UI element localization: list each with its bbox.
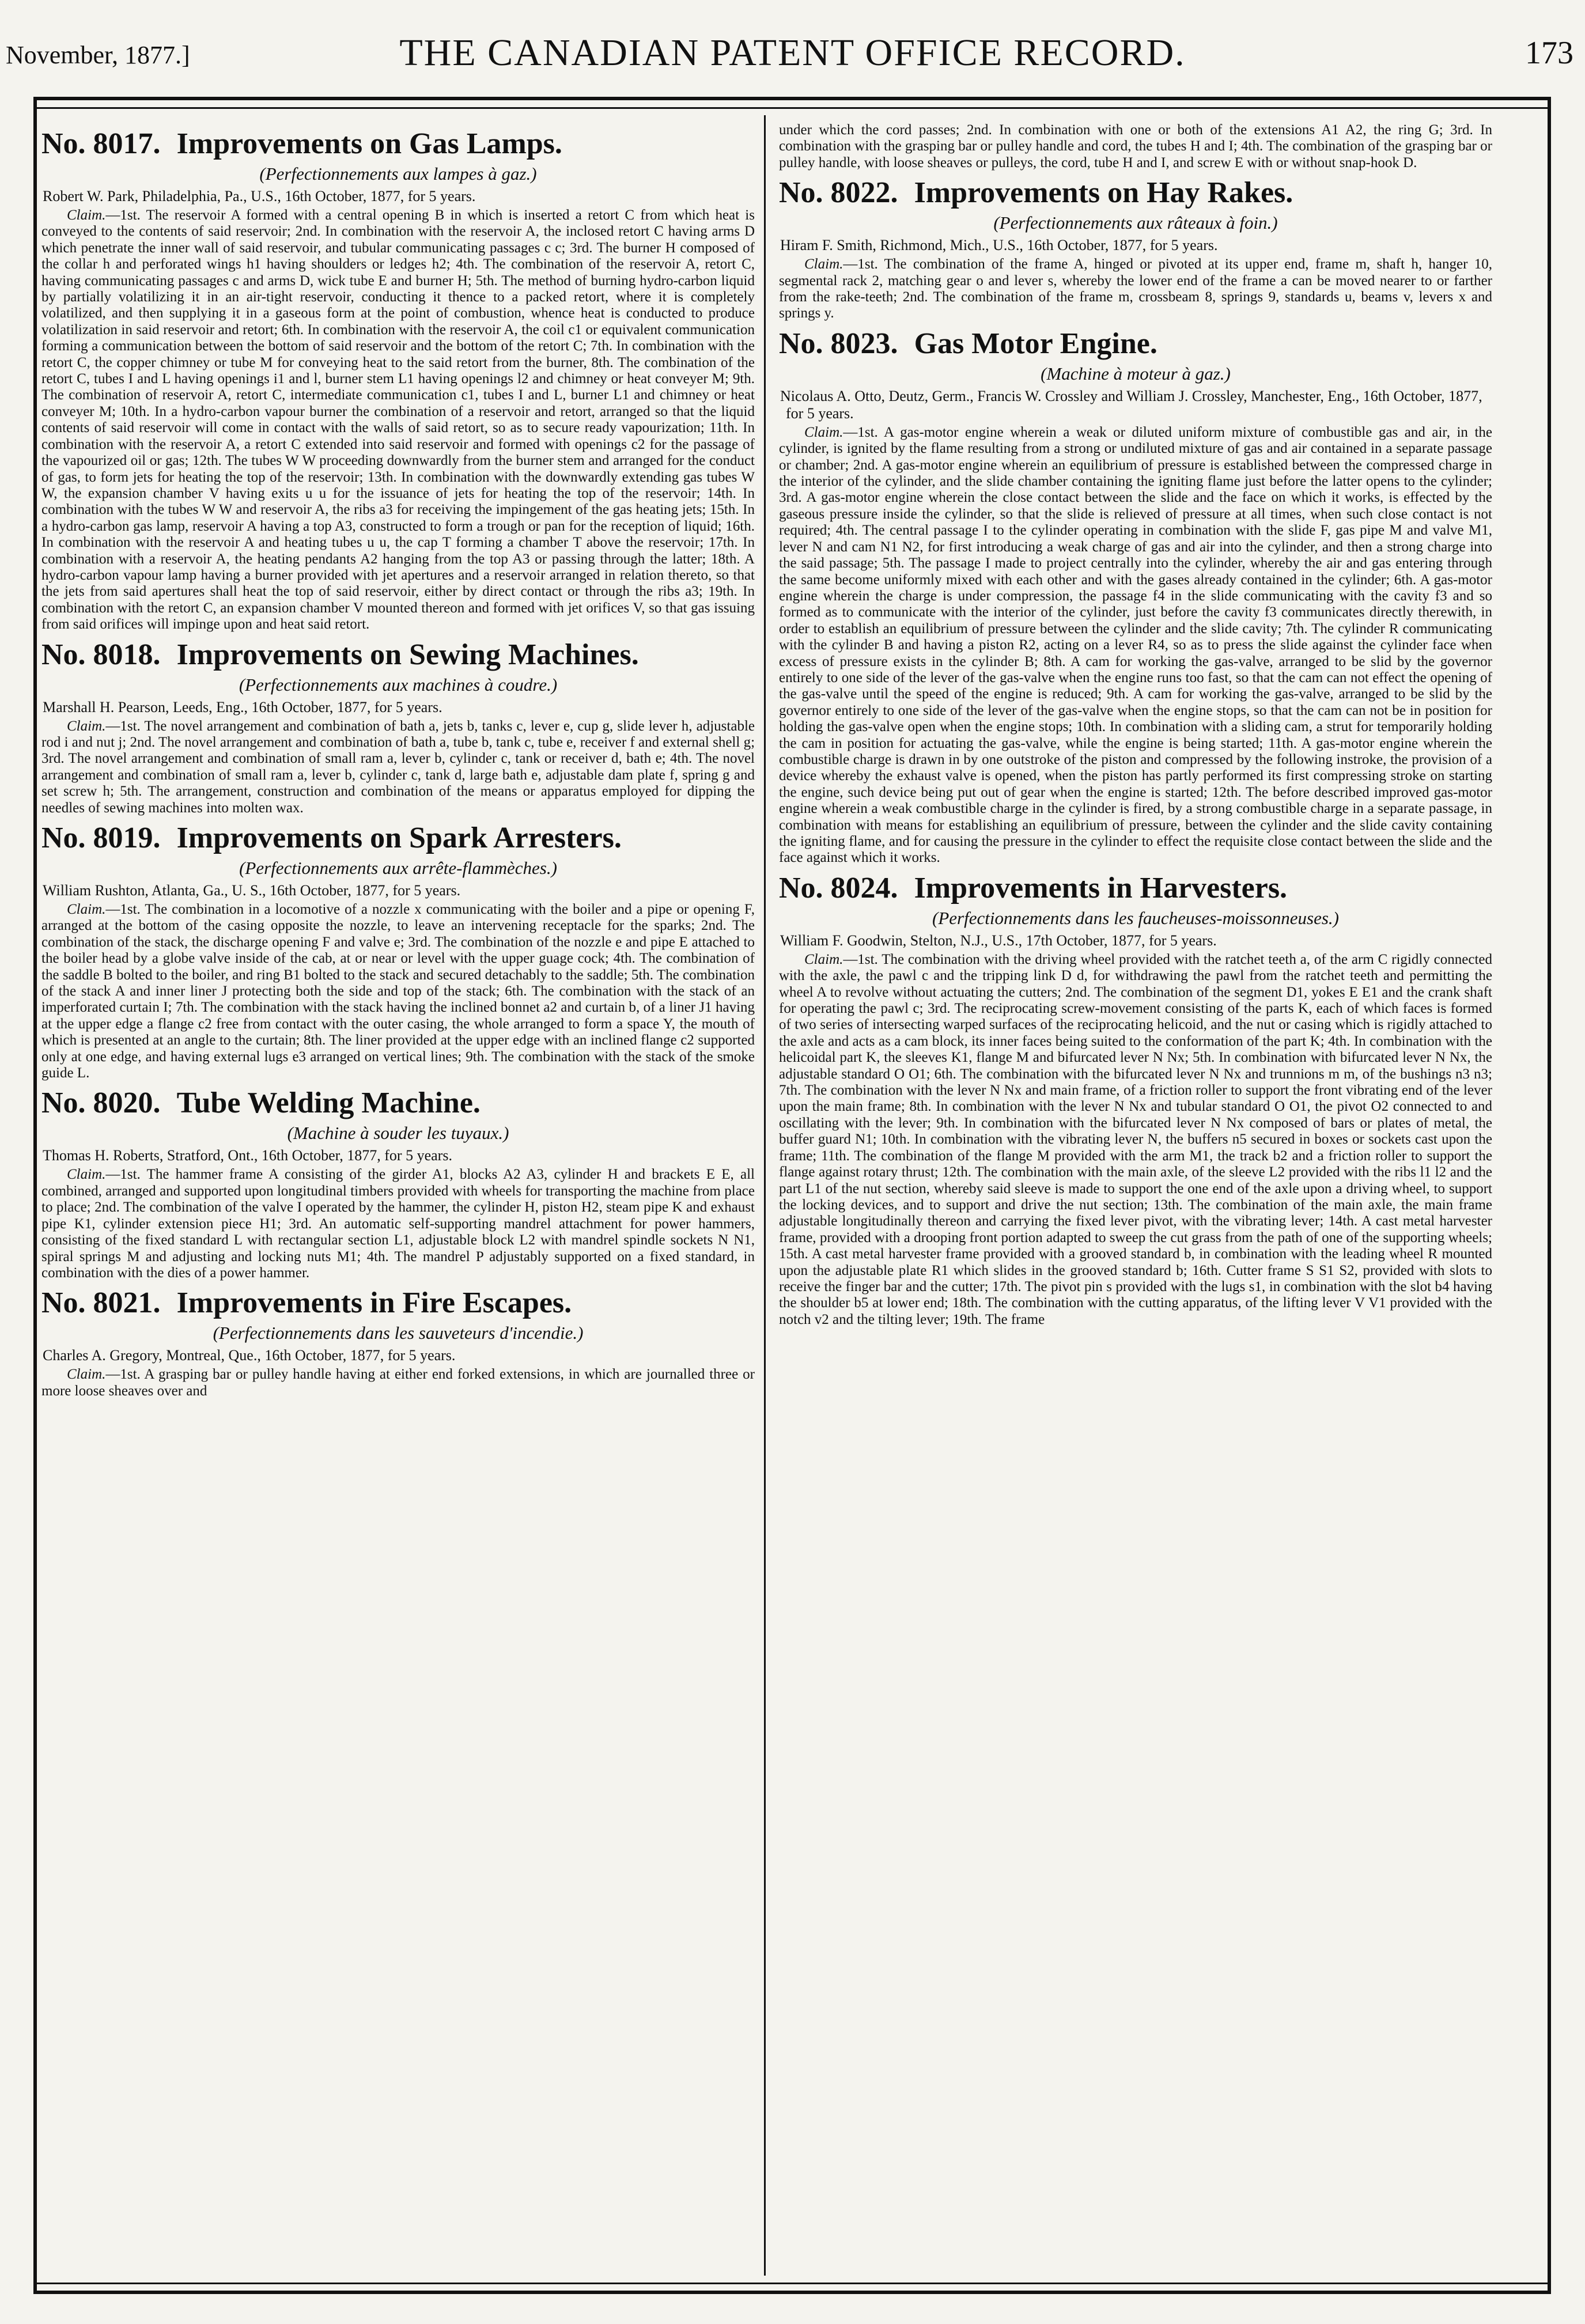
patent-entry-8022	[779, 176, 1492, 322]
claim-text	[41, 902, 755, 1081]
claim-body: —1st. A gas-motor engine wherein a weak or diluted uniform mixture of combustible gas and air, in the cylinder, is ignited by the flame resulting from a strong or undiluted mixture of gas and air contained in a separate passage or chamber; 2nd. A gas-motor engine wherein an equilibrium of pressure is established between the compressed charge in the interior of the cylinder, and the slide chamber containing the igniting flame just before the latter opens to the cylinder; 3rd. A gas-motor engine wherein the close contact between the slide and the face on which it works, is effected by the gaseous pressure inside the cylinder, so that the slide is relieved of pressure at all times, when such close contact is not required; 4th. The central passage I to the cylinder operating in combination with the slide F, gas pipe M and valve M1, lever N and cam N1 N2, for first introducing a weak charge of gas and air into the cylinder, and then a strong charge into the said passage; 5th. The passage I made to project centrally into the cylinder, whereby the air and gas entering through the same become uniformly mixed with each other and with the gases already contained in the cylinder; 6th. A gas-motor engine wherein the charge is under compression, the passage f4 in the slide communicating with the cavity f3 and so formed as to communicate with the interior of the cylinder, just before the cavity f3 communicates directly therewith, in order to establish an equilibrium of pressure between the cylinder and the slide cavity; 7th. The cylinder R communicating with the cylinder B and having a piston R2, acting on a lever R4, so as to press the slide against the cylinder face when excess of pressure exists in the cylinder B; 8th. A cam for working the gas-valve, arranged to be slid by the governor entirely to one side of the lever of the gas-valve when the engine runs too fast, so that the cam can not effect the opening of the gas-valve until the speed of the engine is reduced; 9th. A cam for working the gas-valve, arranged to be slid by the governor entirely to one side of the lever of the gas-valve when the engine stops, so that the cam can not be in position for holding the gas-valve open when the engine stops; 10th. In combination with a sliding cam, a strut for temporarily holding the cam in position for actuating the gas-valve, while the engine is being started; 11th. A gas-motor engine wherein the combustible charge is drawn in by one outstroke of the piston and compressed by the following instroke, the provision of a device whereby the exhaust valve is opened, when the piston has partly performed its first compressing stroke on starting the engine, such device being put out of gear when the engine is started; 12th. The before described improved gas-motor engine wherein a weak combustible charge in the cylinder is fired, by a strong combustible charge in a separate passage, in combination with means for establishing an equilibrium of pressure, between the cylinder and the slide cavity containing the igniting flame, and for causing the pressure in the cylinder to effect the requisite close contact between the slide and the face against which it works.	[779, 424, 1492, 866]
french-title: (Perfectionnements aux machines à coudre.)	[239, 674, 558, 695]
patent-heading	[41, 1286, 755, 1320]
patent-heading	[779, 176, 1492, 210]
claim-text	[41, 1167, 755, 1281]
inventor-line: Hiram F. Smith, Richmond, Mich., U.S., 16th October, 1877, for 5 years.	[780, 237, 1218, 254]
inventor-line: Thomas H. Roberts, Stratford, Ont., 16th October, 1877, for 5 years.	[43, 1147, 452, 1164]
claim-body: —1st. The hammer frame A consisting of the girder A1, blocks A2 A3, cylinder H and brackets E E, all combined, arranged and supported upon longitudinal timbers provided with wheels for transporting the machine from place to place; 2nd. The combination of the valve I operated by the hammer, the cylinder H, piston H2, steam pipe K and exhaust pipe K1, cylinder extension piece H1; 3rd. An automatic self-supporting mandrel attachment for power hammers, consisting of the fixed standard L with rectangular section L1, adjustable block L2 with mandrel spindle sockets N N1, spiral springs M and adjusting and locking nuts M1; 4th. The mandrel P adjustably supported on a fixed standard, in combination with the dies of a power hammer.	[41, 1167, 755, 1281]
bottom-double-rule	[33, 2283, 1551, 2284]
patent-title: Improvements in Fire Escapes.	[176, 1286, 572, 1320]
inventor-line: Nicolaus A. Otto, Deutz, Germ., Francis W. Crossley and William J. Crossley, Manchester, Eng., 16th October, 1877, for 5 years.	[780, 387, 1482, 422]
patent-number: No. 8020.	[41, 1087, 161, 1120]
claim-text	[41, 207, 755, 633]
claim-body: —1st. The novel arrangement and combination of bath a, jets b, tanks c, lever e, cup g, slide lever h, adjustable rod i and nut j; 2nd. The novel arrangement and combination of bath a, tube b, tank c, tube e, receiver f and external shell g; 3rd. The novel arrangement and combination of small ram a, lever b, cylinder c, tank or receiver d, bath e; 4th. The novel arrangement and combination of small ram a, lever b, cylinder c, tank d, large bath e, adjustable dam plate f, spring g and set screw h; 5th. The arrangement, construction and combination of the means or apparatus employed for dipping the needles of sewing machines into molten wax.	[41, 718, 755, 816]
claim-text	[41, 1367, 755, 1399]
patent-heading	[41, 127, 755, 161]
patent-entry-8020	[41, 1086, 755, 1281]
patent-title: Improvements on Hay Rakes.	[914, 176, 1293, 210]
french-title: (Perfectionnements dans les faucheuses-moissonneuses.)	[932, 907, 1339, 928]
claim-text	[779, 256, 1492, 322]
patent-title: Improvements on Gas Lamps.	[176, 127, 562, 160]
patent-number: No. 8022.	[779, 176, 898, 210]
patent-number: No. 8019.	[41, 822, 161, 854]
patent-title: Tube Welding Machine.	[176, 1087, 481, 1120]
column-divider	[764, 115, 766, 2276]
french-title: (Perfectionnements dans les sauveteurs d'incendie.)	[213, 1323, 584, 1343]
issue-date: November, 1877.]	[6, 41, 190, 69]
patent-number: No. 8018.	[41, 638, 161, 671]
patent-heading	[41, 1086, 755, 1121]
claim-body: —1st. The combination of the frame A, hinged or pivoted at its upper end, frame m, shaft h, hanger 10, segmental rack 2, matching gear o and lever s, whereby the lower end of the frame a can be moved nearer to or farther from the rake-teeth; 2nd. The combination of the frame m, crossbeam 8, springs 9, standards u, beams v, levers x and springs y.	[779, 256, 1492, 321]
claim-label: Claim.	[67, 902, 106, 917]
inventor-line: William Rushton, Atlanta, Ga., U. S., 16th October, 1877, for 5 years.	[43, 882, 461, 899]
claim-body: —1st. The combination in a locomotive of a nozzle x communicating with the boiler and a pipe or opening F, arranged at the bottom of the casing opposite the nozzle, to leave an intervening receptacle for the sparks; 2nd. The combination of the stack, the discharge opening F and valve e; 3rd. The combination of the nozzle e and pipe E attached to the boiler head by a globe valve inside of the cab, at or near or level with the upper guage cock; 4th. The combination of the saddle B bolted to the boiler, and ring B1 bolted to the stack and secured detachably to the saddle; 5th. The combination of the stack A and inner liner J protecting both the side and top of the stack; 6th. The combination with the stack of an imperforated curtain I; 7th. The combination with the stack having the inclined bonnet a2 and curtain b, of a liner J1 having at the upper edge a flange c2 free from contact with the outer casing, the whole arranged to form a space Y, the mouth of which is presented at an angle to the curtain; 8th. The liner provided at the upper edge with an inclined flange c2 supported only at one edge, and having external lugs e3 arranged on vertical lines; 9th. The combination with the stack of the smoke guide L.	[41, 902, 755, 1081]
patent-title: Improvements in Harvesters.	[914, 871, 1288, 904]
claim-label: Claim.	[67, 1167, 106, 1183]
claim-label: Claim.	[67, 1367, 106, 1383]
claim-label: Claim.	[804, 256, 843, 272]
patent-entry-8019	[41, 821, 755, 1081]
patent-heading	[41, 638, 755, 672]
claim-label: Claim.	[67, 207, 106, 223]
inventor-line: Charles A. Gregory, Montreal, Que., 16th October, 1877, for 5 years.	[43, 1347, 456, 1364]
patent-entry-8021	[41, 1286, 755, 1399]
french-title: (Perfectionnements aux arrête-flammèches.)	[239, 858, 557, 878]
page-number: 173	[1525, 35, 1573, 71]
continued-claim-text: under which the cord passes; 2nd. In combination with one or both of the extensions A1 A2, the ring G; 3rd. In combination with the grasping bar or pulley handle and cord, the tubes H and I; 4th. The combination of the grasping bar or pulley handle, with loose sheaves or pulleys, the cord, tube H and I, and screw E with or without snap-hook D.	[779, 122, 1492, 171]
patent-heading	[41, 821, 755, 856]
claim-body: —1st. A grasping bar or pulley handle having at either end forked extensions, in which are journalled three or more loose sheaves over and	[41, 1367, 755, 1399]
claim-text	[41, 718, 755, 816]
right-column	[779, 122, 1492, 1328]
inventor-line: Marshall H. Pearson, Leeds, Eng., 16th October, 1877, for 5 years.	[43, 698, 442, 716]
claim-body: —1st. The reservoir A formed with a central opening B in which is inserted a retort C from which heat is conveyed to the contents of said reservoir; 2nd. In combination with the reservoir A, the inclosed retort C having arms D which penetrate the inner wall of said reservoir, and tubular communicating passages c c; 3rd. The burner H composed of the collar h and perforated wings h1 having shoulders or ledges h2; 4th. The combination of the reservoir A, retort C, having communicating passages c and arms D, wick tube E and burner H; 5th. The method of burning hydro-carbon liquid by partially volatilizing it in an air-tight reservoir, conducting it thence to a packed retort, where it is completely volatilized, and then supplying it in a gaseous form at the point of combustion, whence heat is conducted to produce volatilization in said reservoir and retort; 6th. In combination with the reservoir A, the coil c1 or equivalent communication forming a communication between the bottom of said reservoir and the bottom of the retort C; 7th. In combination with the retort C, the copper chimney or tube M for conveying heat to the said retort from the burner, 8th. The combination of the retort C, tubes I and L having openings i1 and l, burner stem L1 having openings l2 and chimney or heat conveyer M; 9th. The combination of reservoir A, retort C, intermediate communication c1, tubes I and L, burner L1 and chimney or heat conveyer M; 10th. In a hydro-carbon vapour burner the combination of a reservoir and retort, arranged so that the liquid contents of said reservoir will come in contact with the walls of said retort, so as to secure ready vapourization; 11th. In combination with the reservoir A, a retort C extended into said reservoir and formed with openings c2 for the passage of the vapourized oil or gas; 12th. The tubes W W proceeding downwardly from the burner stem and arranged for the conduct of gas, to form jets for heating the top of the reservoir; 13th. In combination with the downwardly extending gas tubes W W, the expansion chamber V having exits u u for the issuance of jets for heating the top of the reservoir; 14th. In combination with the tubes W W and reservoir A, the ribs a3 for receiving the impingement of the gas heating jets; 15th. In a hydro-carbon gas lamp, reservoir A having a top A3, constructed to form a trough or pan for the reception of liquid; 16th. In combination with the reservoir A and heating tubes u u, the cap T forming a chamber T above the reservoir; 17th. In combination with a reservoir A, the heating pendants A2 hanging from the top A3 or passing through the latter; 18th. A hydro-carbon vapour lamp having a burner provided with jet apertures and a reservoir arranged in relation thereto, so that the jets from said apertures shall heat the top of said reservoir, either by direct contact or through the ribs a3; 19th. In combination with the retort C, an expansion chamber V mounted thereon and formed with jet orifices V, so that gas issuing from said orifices will impinge upon and heat said retort.	[41, 207, 755, 633]
patent-entry-8023	[779, 327, 1492, 866]
patent-title: Gas Motor Engine.	[914, 327, 1157, 360]
patent-number: No. 8017.	[41, 127, 161, 160]
claim-label: Claim.	[67, 718, 106, 734]
top-double-rule	[33, 107, 1551, 109]
french-title: (Perfectionnements aux lampes à gaz.)	[259, 164, 537, 184]
claim-label: Claim.	[804, 424, 843, 440]
inventor-line: Robert W. Park, Philadelphia, Pa., U.S., 16th October, 1877, for 5 years.	[43, 188, 476, 205]
patent-title: Improvements on Sewing Machines.	[176, 638, 639, 671]
patent-title: Improvements on Spark Arresters.	[176, 822, 622, 854]
french-title: (Perfectionnements aux râteaux à foin.)	[993, 213, 1278, 233]
patent-entry-8017	[41, 127, 755, 633]
patent-heading	[779, 327, 1492, 361]
french-title: (Machine à moteur à gaz.)	[1041, 363, 1231, 384]
inventor-line: William F. Goodwin, Stelton, N.J., U.S., 17th October, 1877, for 5 years.	[780, 932, 1217, 949]
left-column	[41, 122, 755, 1399]
french-title: (Machine à souder les tuyaux.)	[287, 1123, 509, 1144]
claim-body: —1st. The combination with the driving wheel provided with the ratchet teeth a, of the arm C rigidly connected with the axle, the pawl c and the tripping link D d, for withdrawing the pawl from the ratchet teeth and permitting the wheel A to revolve without actuating the cutters; 2nd. The combination of the segment D1, yokes E E1 and the crank shaft for operating the pawl c; 3rd. The reciprocating screw-movement consisting of the parts K, each of which faces is formed of two series of intersecting warped surfaces of the reciprocating helicoid, and the nut or casing which is rigidly attached to the axle and acts as a cam block, its inner faces being suited to the conformation of the part K; 4th. In combination with the helicoidal part K, the sleeves K1, flange M and bifurcated lever N Nx; 5th. In combination with bifurcated lever N Nx, the adjustable standard O O1; 6th. The combination with the bifurcated lever N Nx and trunnions m m, of the bushings n3 n3; 7th. The combination with the lever N Nx and main frame, of a friction roller to support the front vibrating end of the lever upon the main frame; 8th. In combination with the lever N Nx and tubular standard O O1, the pivot O2 connected to and oscillating with the lever; 9th. In combination with the bifurcated lever N Nx composed of bars or plates of metal, the buffer guard N1; 10th. In combination with the vibrating lever N, the buffers n5 secured in boxes or sockets cast upon the frame; 11th. The combination of the flange M provided with the arm M1, the track b2 and a friction roller to support the flange against rotary thrust; 12th. The combination with the main axle, of the sleeve L2 provided with the ribs l1 l2 and the part L1 of the nut section, whereby said sleeve is made to support the one end of the axle upon a driving wheel, to support the locking devices, and to support and drive the nut section; 13th. The combination of the main axle, the main frame adjustable longitudinally thereon and carrying the fixed lever pivot, with the vibrating lever; 14th. A cast metal harvester frame, provided with a drooping front portion adapted to sweep the cut grass from the path of one of the supporting wheels; 15th. A cast metal harvester frame provided with a grooved standard b, in combination with the leading wheel R mounted upon the adjustable plate R1 which slides in the grooved standard b; 16th. Cutter frame S S1 S2, provided with slots to receive the finger bar and the cutter; 17th. The pivot pin s provided with the lugs s1, in combination with the slot b4 having the shoulder b5 at lower end; 18th. The combination with the cutting apparatus, of the lifting lever V V1 provided with the notch v2 and the tilting lever; 19th. The frame	[779, 951, 1492, 1327]
patent-entry-8018	[41, 638, 755, 816]
claim-text	[779, 425, 1492, 866]
patent-heading	[779, 871, 1492, 906]
patent-entry-8024	[779, 871, 1492, 1328]
patent-number: No. 8024.	[779, 871, 898, 904]
claim-text	[779, 952, 1492, 1328]
page-header	[0, 23, 1585, 86]
journal-title: THE CANADIAN PATENT OFFICE RECORD.	[399, 32, 1186, 74]
patent-number: No. 8023.	[779, 327, 898, 360]
claim-label: Claim.	[804, 951, 843, 967]
patent-number: No. 8021.	[41, 1286, 161, 1320]
